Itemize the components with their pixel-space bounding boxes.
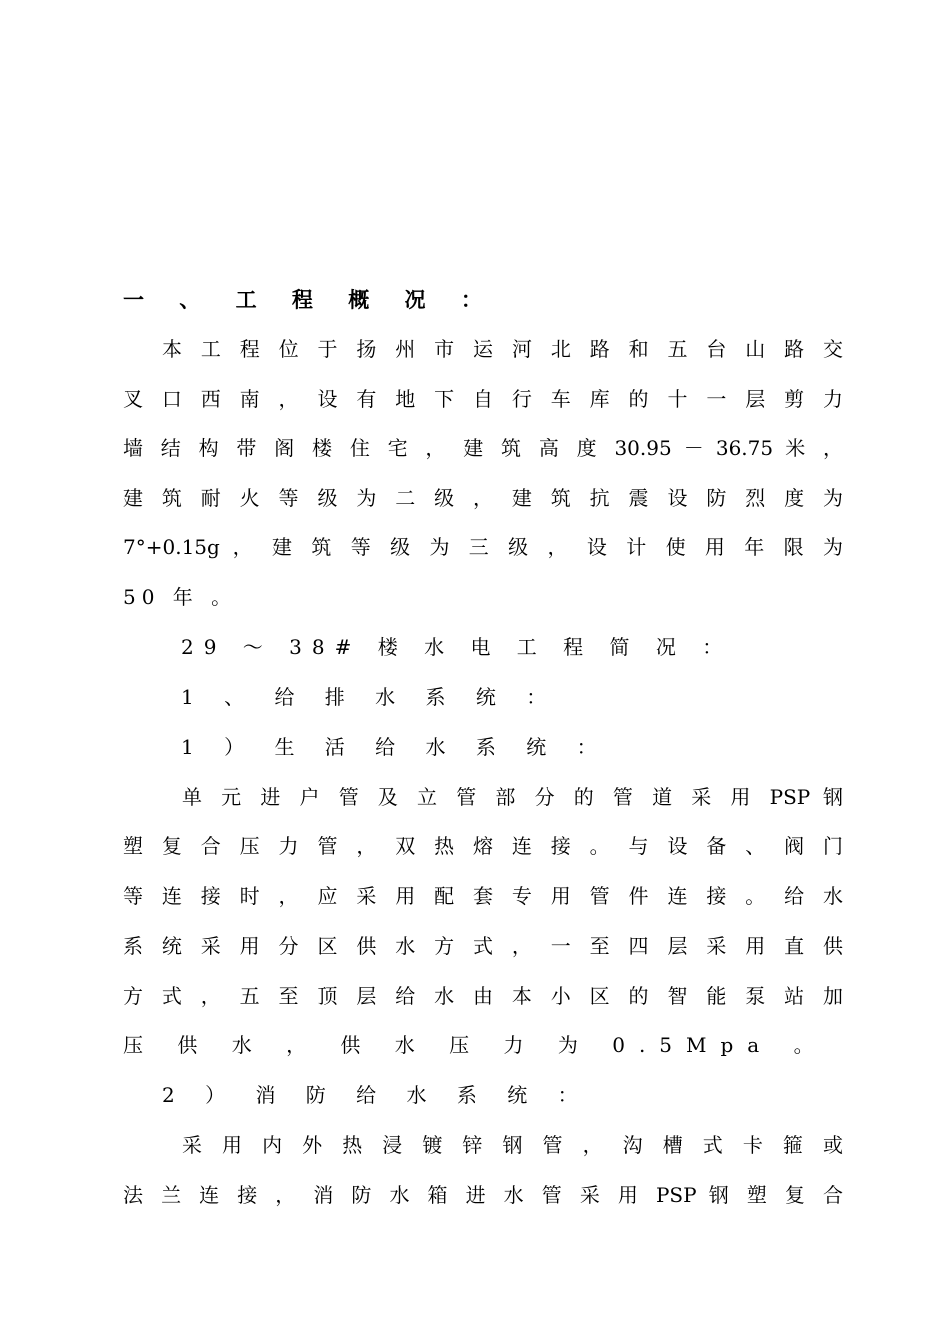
- paragraph-line: 叉 口 西 南 ， 设 有 地 下 自 行 车 库 的 十 一 层 剪 力: [123, 387, 843, 411]
- subsection-title: 2 ） 消 防 给 水 系 统 ：: [162, 1083, 590, 1107]
- paragraph-line: 等 连 接 时 ， 应 采 用 配 套 专 用 管 件 连 接 。 给 水: [123, 884, 843, 908]
- paragraph-line: 方 式 ， 五 至 顶 层 给 水 由 本 小 区 的 智 能 泵 站 加: [123, 984, 843, 1008]
- subsection-title: 1 、 给 排 水 系 统 ：: [181, 685, 559, 709]
- paragraph-line: 建 筑 耐 火 等 级 为 二 级 ， 建 筑 抗 震 设 防 烈 度 为: [123, 486, 843, 510]
- paragraph-line: 系 统 采 用 分 区 供 水 方 式 ， 一 至 四 层 采 用 直 供: [123, 934, 843, 958]
- paragraph-line: 墙 结 构 带 阁 楼 住 宅 ， 建 筑 高 度 30.95 － 36.75 米 ，: [123, 436, 843, 460]
- paragraph-line: 法 兰 连 接 ， 消 防 水 箱 进 水 管 采 用 PSP 钢 塑 复 合: [123, 1183, 843, 1207]
- subsection-title: 29 ～ 38# 楼 水 电 工 程 简 况 ：: [181, 635, 733, 659]
- paragraph-line: 50 年 。: [123, 585, 238, 609]
- paragraph-line: 塑 复 合 压 力 管 ， 双 热 熔 连 接 。 与 设 备 、 阀 门: [123, 834, 843, 858]
- paragraph-line: 单 元 进 户 管 及 立 管 部 分 的 管 道 采 用 PSP 钢: [182, 785, 843, 809]
- subsection-title: 1 ） 生 活 给 水 系 统 ：: [181, 735, 609, 759]
- section-title: 一 、 工 程 概 况 ：: [123, 287, 496, 312]
- paragraph-line: 本 工 程 位 于 扬 州 市 运 河 北 路 和 五 台 山 路 交: [162, 337, 843, 361]
- paragraph-line: 压 供 水 ， 供 水 压 力 为 0.5Mpa 。: [123, 1033, 828, 1057]
- paragraph-line: 7°+0.15g ， 建 筑 等 级 为 三 级 ， 设 计 使 用 年 限 为: [123, 535, 843, 559]
- paragraph-line: 采 用 内 外 热 浸 镀 锌 钢 管 ， 沟 槽 式 卡 箍 或: [182, 1133, 843, 1157]
